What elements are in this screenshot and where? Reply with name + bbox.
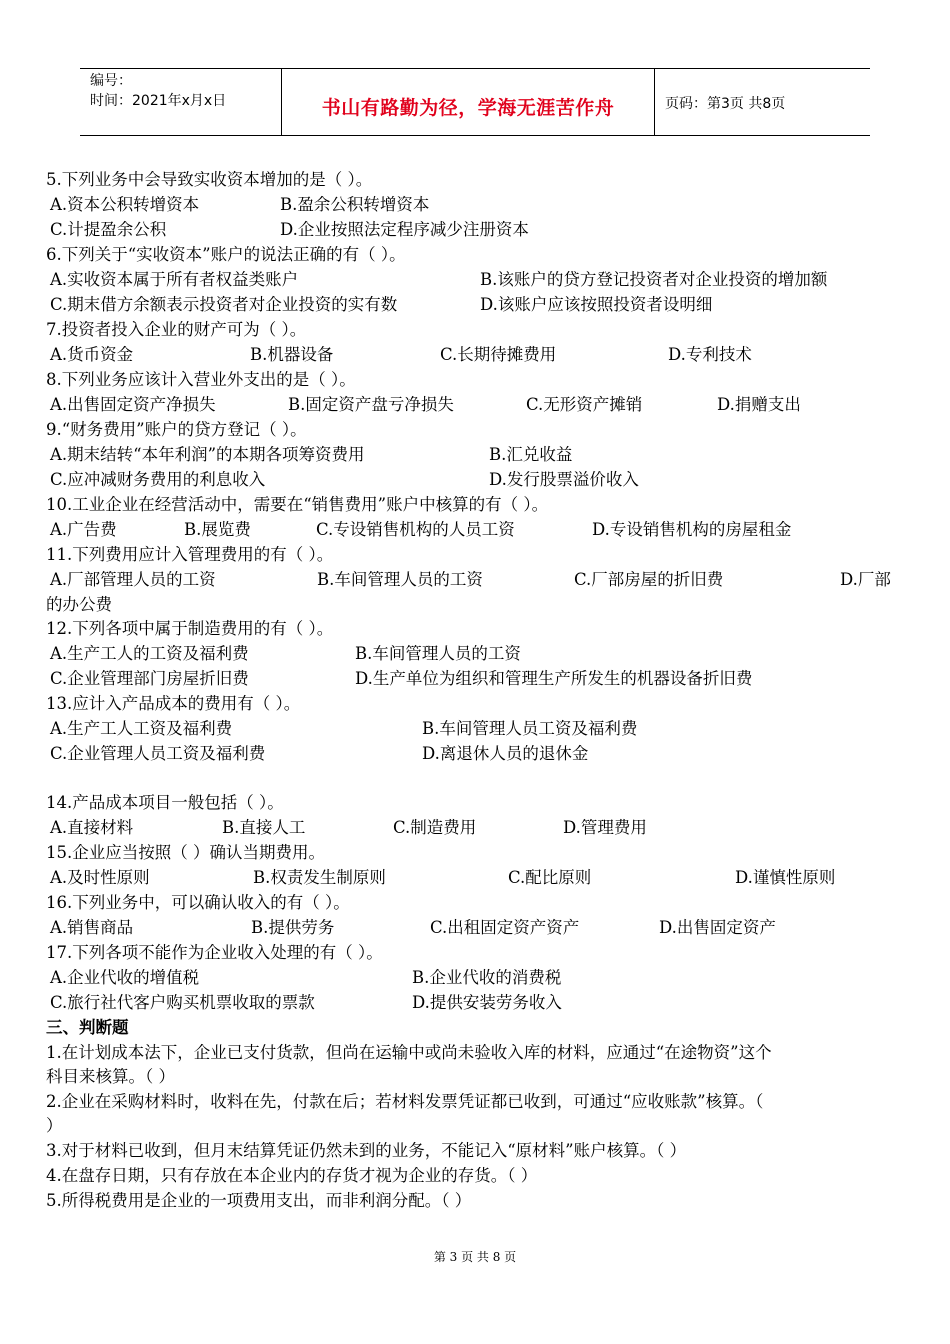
option-b: B.企业代收的消费税 [412, 968, 562, 987]
question-stem: 13.应计入产品成本的费用有（ ）。 [46, 694, 301, 713]
option-d: D.厂部 [840, 570, 891, 589]
question-stem: 7.投资者投入企业的财产可为（ ）。 [46, 320, 307, 339]
option-d-continuation: 的办公费 [46, 595, 112, 614]
question-stem: 17.下列各项不能作为企业收入处理的有（ ）。 [46, 943, 383, 962]
option-c: C.期末借方余额表示投资者对企业投资的实有数 [50, 295, 398, 314]
option-a: A.及时性原则 [50, 868, 150, 887]
option-c: C.制造费用 [393, 818, 477, 837]
option-b: B.该账户的贷方登记投资者对企业投资的增加额 [480, 270, 828, 289]
option-b: B.车间管理人员的工资 [317, 570, 483, 589]
option-b: B.提供劳务 [251, 918, 335, 937]
option-a: A.销售商品 [50, 918, 134, 937]
option-b: B.直接人工 [222, 818, 306, 837]
page-header [80, 68, 870, 136]
question-stem: 9.“财务费用”账户的贷方登记（ ）。 [46, 420, 307, 439]
question-stem: 14.产品成本项目一般包括（ ）。 [46, 793, 284, 812]
option-d: D.捐赠支出 [717, 395, 801, 414]
option-a: A.生产工人的工资及福利费 [50, 644, 249, 663]
judgment-item: 3.对于材料已收到，但月末结算凭证仍然未到的业务，不能记入“原材料”账户核算。（ ） [46, 1141, 687, 1160]
judgment-item-continuation: 科目来核算。（ ） [46, 1067, 175, 1086]
option-b: B.车间管理人员的工资 [355, 644, 521, 663]
section-title: 三、判断题 [46, 1018, 129, 1037]
option-d: D.离退休人员的退休金 [422, 744, 589, 763]
option-a: A.生产工人工资及福利费 [50, 719, 233, 738]
option-a: A.厂部管理人员的工资 [50, 570, 216, 589]
header-motto: 书山有路勤为径，学海无涯苦作舟 [282, 69, 655, 135]
option-d: D.专利技术 [668, 345, 752, 364]
question-stem: 8.下列业务应该计入营业外支出的是（ ）。 [46, 370, 356, 389]
option-c: C.长期待摊费用 [440, 345, 557, 364]
option-b: B.盈余公积转增资本 [280, 195, 430, 214]
header-meta [80, 69, 282, 135]
option-a: A.实收资本属于所有者权益类账户 [50, 270, 299, 289]
option-a: A.资本公积转增资本 [50, 195, 200, 214]
header-page-info: 页码：第3页 共8页 [665, 96, 786, 112]
option-c: C.无形资产摊销 [526, 395, 643, 414]
document-time: 时间：2021年x月x日 [90, 93, 227, 109]
option-a: A.广告费 [50, 520, 117, 539]
option-c: C.配比原则 [508, 868, 592, 887]
option-c: C.计提盈余公积 [50, 220, 167, 239]
option-c: C.专设销售机构的人员工资 [316, 520, 515, 539]
judgment-item: 2.企业在采购材料时，收料在先，付款在后；若材料发票凭证都已收到，可通过“应收账款”核算。（ [46, 1092, 764, 1111]
question-stem: 16.下列业务中，可以确认收入的有（ ）。 [46, 893, 350, 912]
option-a: A.直接材料 [50, 818, 134, 837]
option-c: C.企业管理人员工资及福利费 [50, 744, 266, 763]
option-d: D.该账户应该按照投资者设明细 [480, 295, 713, 314]
option-d: D.生产单位为组织和管理生产所发生的机器设备折旧费 [355, 669, 753, 688]
option-d: D.专设销售机构的房屋租金 [592, 520, 792, 539]
option-d: D.谨慎性原则 [735, 868, 836, 887]
option-c: C.厂部房屋的折旧费 [574, 570, 724, 589]
option-b: B.展览费 [184, 520, 251, 539]
question-stem: 5.下列业务中会导致实收资本增加的是（ ）。 [46, 170, 373, 189]
option-b: B.汇兑收益 [489, 445, 573, 464]
option-a: A.期末结转“本年利润”的本期各项筹资费用 [50, 445, 365, 464]
question-stem: 11.下列费用应计入管理费用的有（ ）。 [46, 545, 334, 564]
judgment-item: 4.在盘存日期，只有存放在本企业内的存货才视为企业的存货。（ ） [46, 1166, 538, 1185]
option-a: A.企业代收的增值税 [50, 968, 200, 987]
option-c: C.旅行社代客户购买机票收取的票款 [50, 993, 315, 1012]
option-d: D.企业按照法定程序减少注册资本 [280, 220, 529, 239]
option-c: C.应冲减财务费用的利息收入 [50, 470, 266, 489]
option-c: C.企业管理部门房屋折旧费 [50, 669, 249, 688]
option-b: B.权责发生制原则 [253, 868, 386, 887]
option-b: B.机器设备 [250, 345, 334, 364]
question-stem: 12.下列各项中属于制造费用的有（ ）。 [46, 619, 334, 638]
judgment-item: 5.所得税费用是企业的一项费用支出，而非利润分配。（ ） [46, 1191, 472, 1210]
option-a: A.货币资金 [50, 345, 134, 364]
page-footer: 第 3 页 共 8 页 [433, 1250, 517, 1264]
question-stem: 10.工业企业在经营活动中，需要在“销售费用”账户中核算的有（ ）。 [46, 495, 549, 514]
option-b: B.车间管理人员工资及福利费 [422, 719, 638, 738]
question-stem: 6.下列关于“实收资本”账户的说法正确的有（ ）。 [46, 245, 406, 264]
document-number-label: 编号： [90, 73, 132, 89]
option-d: D.出售固定资产 [659, 918, 776, 937]
option-d: D.管理费用 [563, 818, 647, 837]
option-c: C.出租固定资产资产 [430, 918, 580, 937]
option-b: B.固定资产盘亏净损失 [288, 395, 454, 414]
option-d: D.发行股票溢价收入 [489, 470, 639, 489]
option-a: A.出售固定资产净损失 [50, 395, 216, 414]
option-d: D.提供安装劳务收入 [412, 993, 562, 1012]
question-stem: 15.企业应当按照（ ）确认当期费用。 [46, 843, 325, 862]
judgment-item: 1.在计划成本法下，企业已支付货款，但尚在运输中或尚未验收入库的材料，应通过“在途物资”这个 [46, 1043, 772, 1062]
judgment-item-continuation: ） [46, 1116, 63, 1135]
